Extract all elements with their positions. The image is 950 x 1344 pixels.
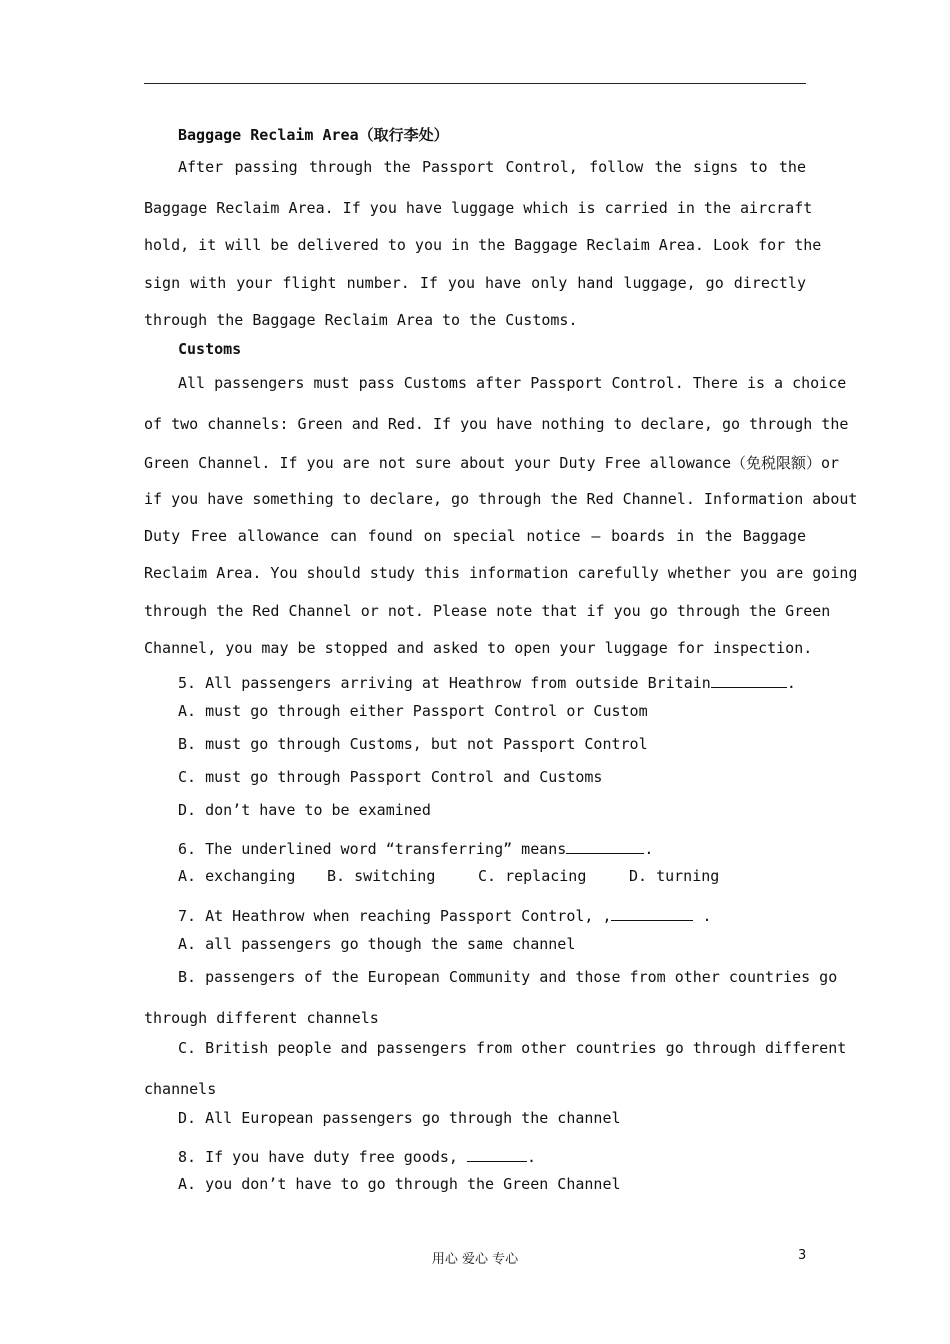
paragraph-line: if you have something to declare, go through the Red Channel. Information about <box>144 490 858 508</box>
section-heading-baggage: Baggage Reclaim Area（取行李处） <box>178 126 449 144</box>
question-6-option-b: B. switching <box>327 867 436 885</box>
paragraph-line: of two channels: Green and Red. If you have nothing to declare, go through the <box>144 415 849 433</box>
question-text: 7. At Heathrow when reaching Passport Control, , <box>178 907 612 925</box>
paragraph-line: sign with your flight number. If you have only hand luggage, go directly <box>144 274 806 292</box>
question-end: . <box>644 840 654 858</box>
answer-blank <box>467 1146 527 1162</box>
question-7-option-a: A. all passengers go though the same channel <box>178 935 576 953</box>
paragraph-line: Duty Free allowance can found on special notice – boards in the Baggage <box>144 527 806 545</box>
answer-blank <box>711 672 787 688</box>
option-line: through different channels <box>144 1009 379 1027</box>
question-text: 5. All passengers arriving at Heathrow from outside Britain <box>178 674 711 692</box>
section-heading-customs: Customs <box>178 340 242 358</box>
question-6-option-c: C. replacing <box>478 867 587 885</box>
question-7-option-d: D. All European passengers go through the channel <box>178 1109 621 1127</box>
question-end: . <box>786 674 796 692</box>
option-line: C. British people and passengers from other countries go through different <box>178 1039 847 1057</box>
paragraph-line: hold, it will be delivered to you in the Baggage Reclaim Area. Look for the <box>144 236 822 254</box>
option-line: B. passengers of the European Community and those from other countries go <box>178 968 838 986</box>
question-7-stem <box>178 905 712 925</box>
question-text: 6. The underlined word “transferring” means <box>178 840 567 858</box>
paragraph-line: through the Baggage Reclaim Area to the Customs. <box>144 311 578 329</box>
paragraph-line: Reclaim Area. You should study this information carefully whether you are going <box>144 564 858 582</box>
question-5-stem <box>178 672 796 692</box>
question-5-option-d: D. don’t have to be examined <box>178 801 431 819</box>
question-5-option-b: B. must go through Customs, but not Passport Control <box>178 735 648 753</box>
paragraph-line: All passengers must pass Customs after Passport Control. There is a choice <box>178 374 847 392</box>
paragraph-line: Channel, you may be stopped and asked to open your luggage for inspection. <box>144 639 813 657</box>
paragraph-line: After passing through the Passport Control, follow the signs to the <box>178 158 806 176</box>
paragraph-line: Baggage Reclaim Area. If you have luggage which is carried in the aircraft <box>144 199 813 217</box>
question-6-stem <box>178 838 653 858</box>
answer-blank <box>611 905 693 921</box>
page-footer: 用心 爱心 专心 <box>431 1252 519 1267</box>
question-6-option-d: D. turning <box>629 867 720 885</box>
paragraph-line: through the Red Channel or not. Please note that if you go through the Green <box>144 602 831 620</box>
question-end: . <box>526 1148 537 1166</box>
page-number: 3 <box>798 1248 807 1263</box>
question-end: . <box>693 907 712 925</box>
question-text: 8. If you have duty free goods, <box>178 1148 467 1166</box>
answer-blank <box>566 838 644 854</box>
question-8-option-a: A. you don’t have to go through the Green Channel <box>178 1175 621 1193</box>
question-5-option-a: A. must go through either Passport Control or Custom <box>178 702 648 720</box>
question-6-option-a: A. exchanging <box>178 867 296 885</box>
option-line: channels <box>144 1080 217 1098</box>
question-5-option-c: C. must go through Passport Control and Customs <box>178 768 603 786</box>
question-8-stem <box>178 1146 536 1166</box>
header-rule <box>144 83 806 84</box>
paragraph-line: Green Channel. If you are not sure about your Duty Free allowance（免税限额）or <box>144 454 840 472</box>
